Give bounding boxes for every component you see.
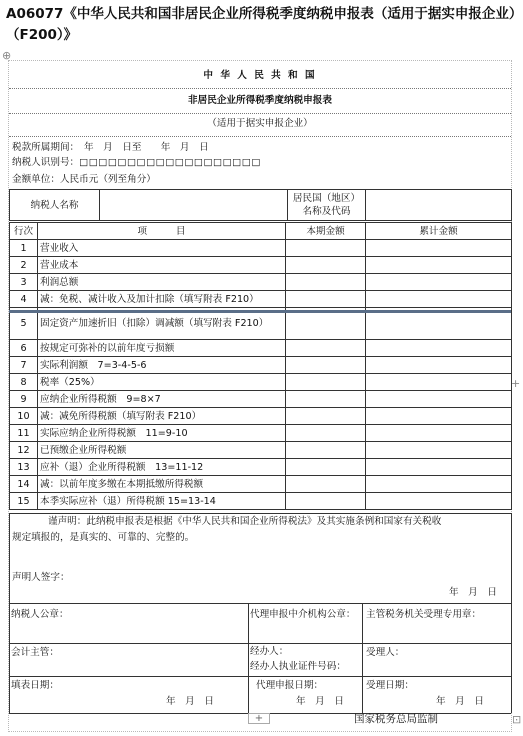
row-item: 营业收入: [38, 240, 286, 257]
row-item: 减：以前年度多缴在本期抵缴所得税额: [38, 476, 286, 493]
row-item: 实际应纳企业所得税额 11=9-10: [38, 425, 286, 442]
taxpayer-name-input[interactable]: [100, 190, 288, 221]
row-item: 应纳企业所得税额 9=8×7: [38, 391, 286, 408]
table-resize-handle-icon[interactable]: ⊡: [512, 713, 522, 726]
row-cumulative-amount-input[interactable]: [366, 493, 512, 510]
currency-unit: 金额单位：人民币元（列至角分）: [12, 174, 156, 185]
row-number: 12: [10, 442, 38, 459]
selection-line: [9, 310, 511, 313]
row-item: 减：减免所得税额（填写附表 F210）: [38, 408, 286, 425]
row-current-amount-input[interactable]: [286, 357, 366, 374]
declaration-date: 年 月 日: [449, 587, 497, 598]
row-number: 7: [10, 357, 38, 374]
row-cumulative-amount-input[interactable]: [366, 442, 512, 459]
row-item: 固定资产加速折旧（扣除）调减额（填写附表 F210）: [38, 308, 286, 340]
row-current-amount-input[interactable]: [286, 476, 366, 493]
table-row: [10, 425, 512, 442]
row-item: 实际利润额 7=3-4-5-6: [38, 357, 286, 374]
declaration-line-2: 规定填报的，是真实的、可靠的、完整的。: [12, 532, 195, 543]
residence-country-label: 居民国（地区） 名称及代码: [288, 190, 366, 221]
row-cumulative-amount-input[interactable]: [366, 274, 512, 291]
document-title: A06077《中华人民共和国非居民企业所得税季度纳税申报表（适用于据实申报企业）（F200）》: [6, 6, 516, 43]
taxpayer-id-row: 纳税人识别号：□□□□□□□□□□□□□□□□□□□: [12, 157, 261, 168]
row-number: 8: [10, 374, 38, 391]
row-item: 应补（退）企业所得税额 13=11-12: [38, 459, 286, 476]
form-name: 非居民企业所得税季度纳税申报表: [188, 95, 332, 106]
row-number: 15: [10, 493, 38, 510]
row-item: 利润总额: [38, 274, 286, 291]
row-cumulative-amount-input[interactable]: [366, 476, 512, 493]
row-number: 13: [10, 459, 38, 476]
table-row: [10, 257, 512, 274]
table-header-row: [10, 223, 512, 240]
receiver-label: 受理人：: [366, 647, 405, 658]
table-row: [10, 408, 512, 425]
agent-seal-label: 代理申报中介机构公章：: [250, 609, 356, 620]
row-item: 营业成本: [38, 257, 286, 274]
row-current-amount-input[interactable]: [286, 374, 366, 391]
row-current-amount-input[interactable]: [286, 391, 366, 408]
row-current-amount-input[interactable]: [286, 442, 366, 459]
table-row: [10, 374, 512, 391]
row-cumulative-amount-input[interactable]: [366, 408, 512, 425]
row-item: 已预缴企业所得税额: [38, 442, 286, 459]
row-number: 5: [10, 308, 38, 340]
row-cumulative-amount-input[interactable]: [366, 357, 512, 374]
row-item: 税率（25%）: [38, 374, 286, 391]
row-cumulative-amount-input[interactable]: [366, 391, 512, 408]
table-row: [10, 357, 512, 374]
table-row: [10, 442, 512, 459]
residence-country-input[interactable]: [366, 190, 512, 221]
table-row: [10, 476, 512, 493]
taxpayer-name-label: 纳税人名称: [10, 190, 100, 221]
row-number: 10: [10, 408, 38, 425]
tax-office-seal-label: 主管税务机关受理专用章：: [366, 609, 482, 620]
row-number: 1: [10, 240, 38, 257]
header-current: 本期金额: [286, 223, 366, 240]
taxpayer-id-boxes[interactable]: □□□□□□□□□□□□□□□□□□□: [79, 157, 261, 168]
accountant-label: 会计主管：: [11, 647, 59, 658]
declaration-line-1: 谨声明：此纳税申报表是根据《中华人民共和国企业所得税法》及其实施条例和国家有关税收: [48, 516, 442, 527]
taxpayer-info-table: [9, 189, 512, 221]
row-cumulative-amount-input[interactable]: [366, 374, 512, 391]
country-heading: 中 华 人 民 共 和 国: [203, 70, 317, 81]
period-value[interactable]: 年 月 日至 年 月 日: [83, 142, 209, 153]
row-number: 9: [10, 391, 38, 408]
row-cumulative-amount-input[interactable]: [366, 257, 512, 274]
handler-cert-label: 经办人执业证件号码：: [250, 661, 346, 672]
row-current-amount-input[interactable]: [286, 408, 366, 425]
row-current-amount-input[interactable]: [286, 291, 366, 308]
row-number: 3: [10, 274, 38, 291]
row-current-amount-input[interactable]: [286, 240, 366, 257]
row-current-amount-input[interactable]: [286, 274, 366, 291]
row-item: 减：免税、减计收入及加计扣除（填写附表 F210）: [38, 291, 286, 308]
row-current-amount-input[interactable]: [286, 257, 366, 274]
table-row: [10, 240, 512, 257]
agent-date-label: 代理申报日期：: [256, 680, 324, 691]
taxpayer-seal-label: 纳税人公章：: [11, 609, 69, 620]
period-label: 税款所属期间： 年 月 日至 年 月 日: [12, 142, 209, 153]
row-current-amount-input[interactable]: [286, 425, 366, 442]
receive-date-label: 受理日期：: [366, 680, 414, 691]
row-cumulative-amount-input[interactable]: [366, 240, 512, 257]
signature-label: 声明人签字：: [12, 572, 70, 583]
table-row: [10, 391, 512, 408]
header-cumulative: 累计金额: [366, 223, 512, 240]
table-row: [10, 340, 512, 357]
table-move-handle-icon[interactable]: ⊕: [2, 49, 12, 62]
add-row-icon[interactable]: +: [248, 713, 270, 724]
row-item: 按规定可弥补的以前年度亏损额: [38, 340, 286, 357]
table-row: [10, 291, 512, 308]
receive-date-value: 年 月 日: [436, 696, 484, 707]
fill-date-value: 年 月 日: [166, 696, 214, 707]
table-row: [10, 459, 512, 476]
row-number: 11: [10, 425, 38, 442]
row-cumulative-amount-input[interactable]: [366, 425, 512, 442]
row-current-amount-input[interactable]: [286, 340, 366, 357]
row-current-amount-input[interactable]: [286, 493, 366, 510]
handler-label: 经办人：: [250, 646, 289, 657]
row-number: 4: [10, 291, 38, 308]
row-number: 14: [10, 476, 38, 493]
agent-date-value: 年 月 日: [296, 696, 344, 707]
producer-label: 国家税务总局监制: [354, 713, 438, 725]
row-cumulative-amount-input[interactable]: [366, 291, 512, 308]
fill-date-label: 填表日期：: [11, 680, 59, 691]
row-current-amount-input[interactable]: [286, 459, 366, 476]
row-number: 6: [10, 340, 38, 357]
table-row: [10, 493, 512, 510]
row-cumulative-amount-input[interactable]: [366, 340, 512, 357]
header-row-no: 行次: [10, 223, 38, 240]
add-column-icon[interactable]: +: [511, 377, 521, 390]
row-item: 本季实际应补（退）所得税额 15=13-14: [38, 493, 286, 510]
table-row: [10, 274, 512, 291]
row-cumulative-amount-input[interactable]: [366, 459, 512, 476]
row-number: 2: [10, 257, 38, 274]
main-table: [9, 222, 512, 510]
form-subtitle: （适用于据实申报企业）: [207, 118, 313, 129]
header-item: 项 目: [38, 223, 286, 240]
